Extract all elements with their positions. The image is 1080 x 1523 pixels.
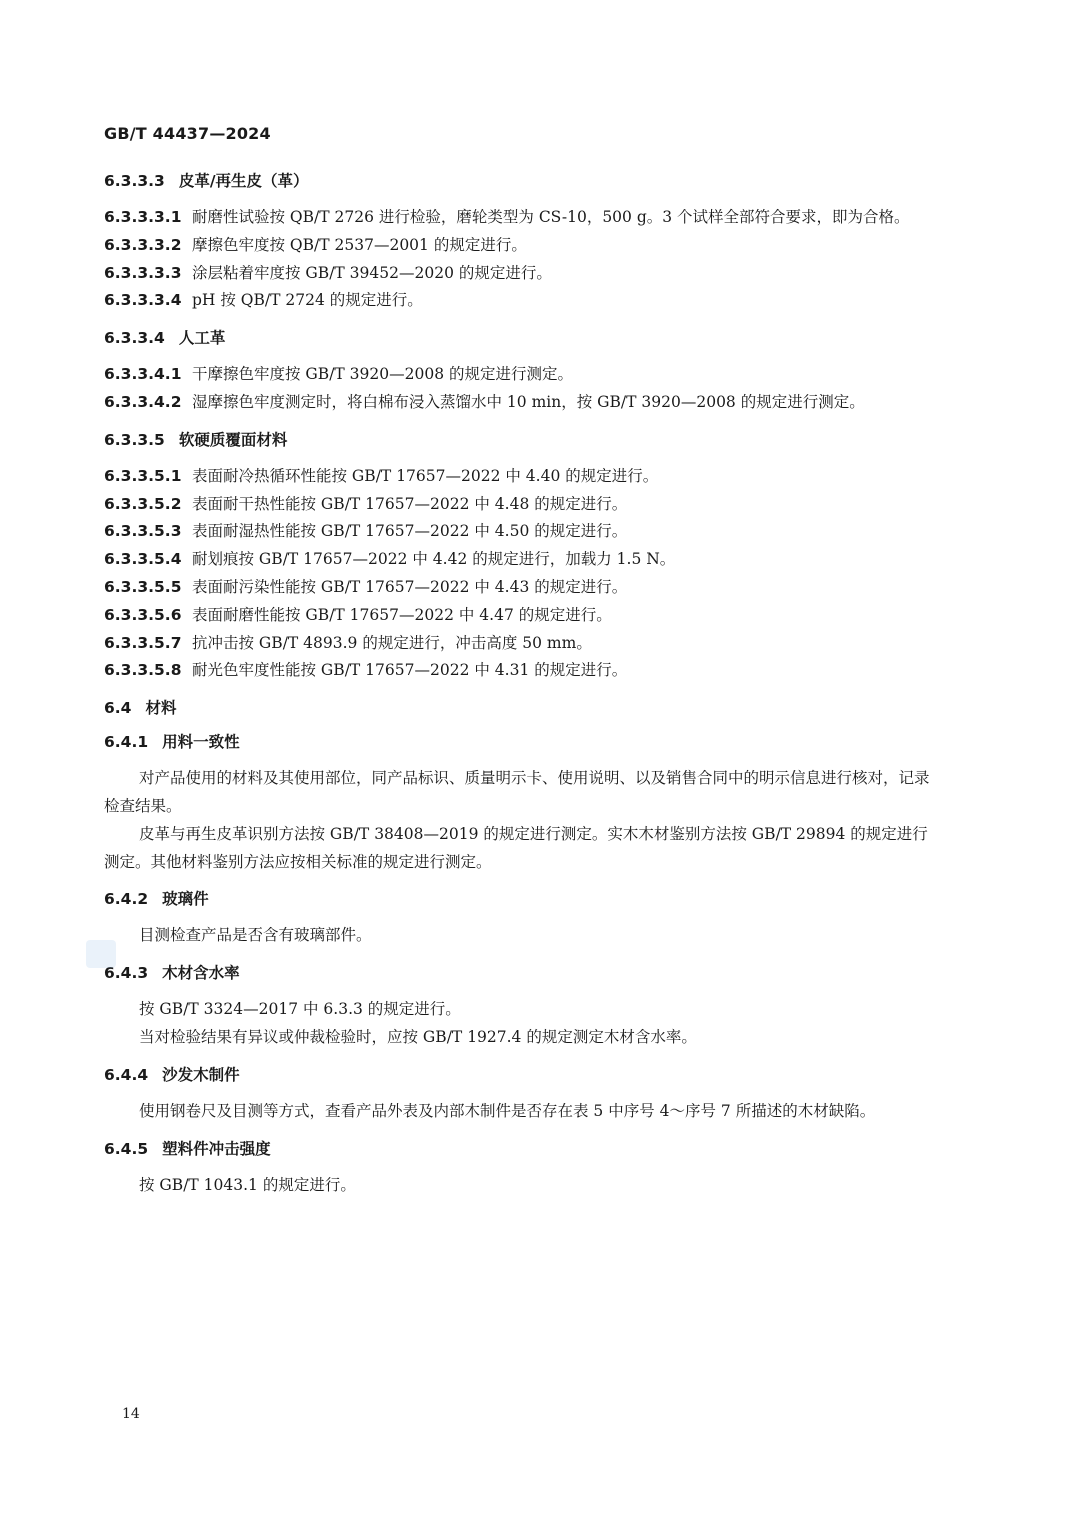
clause-text: 耐光色牢度性能按 GB/T 17657—2022 中 4.31 的规定进行。 <box>192 661 628 680</box>
section-number: 6.4.5 <box>104 1139 149 1158</box>
clause-text: 表面耐磨性能按 GB/T 17657—2022 中 4.47 的规定进行。 <box>192 605 612 624</box>
clause <box>104 287 942 315</box>
clause-text: 耐磨性试验按 QB/T 2726 进行检验，磨轮类型为 CS-10，500 g。3 个试样全部符合要求，即为合格。 <box>192 208 910 226</box>
clause <box>104 574 942 602</box>
clause-text: pH 按 QB/T 2724 的规定进行。 <box>192 291 423 310</box>
section-number: 6.4.2 <box>104 890 149 909</box>
document-id-header: GB/T 44437—2024 <box>104 124 271 143</box>
section-number: 6.4.3 <box>104 964 149 983</box>
section-number: 6.3.3.4 <box>104 329 165 348</box>
clause-number: 6.3.3.5.1 <box>104 466 182 485</box>
clause-text: 干摩擦色牢度按 GB/T 3920—2008 的规定进行测定。 <box>192 365 574 384</box>
clause-number: 6.3.3.5.6 <box>104 605 182 624</box>
section-number: 6.3.3.5 <box>104 430 165 449</box>
clause-number: 6.3.3.4.2 <box>104 392 182 411</box>
clause-number: 6.3.3.3.2 <box>104 235 182 254</box>
clause-text: 表面耐污染性能按 GB/T 17657—2022 中 4.43 的规定进行。 <box>192 577 628 596</box>
clause <box>104 361 942 389</box>
clause-text: 摩擦色牢度按 QB/T 2537—2001 的规定进行。 <box>192 235 527 254</box>
clause <box>104 204 942 232</box>
clause-number: 6.3.3.3.4 <box>104 291 182 310</box>
section-title: 皮革/再生皮（革） <box>178 172 309 190</box>
clause-text: 湿摩擦色牢度测定时，将白棉布浸入蒸馏水中 10 min，按 GB/T 3920—2008 的规定进行测定。 <box>192 392 865 411</box>
section-heading <box>104 962 942 984</box>
clause-text: 表面耐干热性能按 GB/T 17657—2022 中 4.48 的规定进行。 <box>192 494 628 513</box>
body-paragraph: 目测检查产品是否含有玻璃部件。 <box>139 926 372 945</box>
section-heading <box>104 888 942 910</box>
clause <box>104 630 942 658</box>
body-paragraph: 按 GB/T 1043.1 的规定进行。 <box>139 1175 356 1194</box>
clause-number: 6.3.3.5.7 <box>104 633 182 652</box>
section-number: 6.4.4 <box>104 1065 149 1084</box>
body-paragraph: 对产品使用的材料及其使用部位，同产品标识、质量明示卡、使用说明、以及销售合同中的明示信息进行核对，记录检查结果。 <box>104 769 930 815</box>
page-number: 14 <box>122 1406 140 1422</box>
section-number: 6.3.3.3 <box>104 172 165 190</box>
clause <box>104 518 942 546</box>
clause-number: 6.3.3.4.1 <box>104 365 182 384</box>
body-paragraph: 皮革与再生皮革识别方法按 GB/T 38408—2019 的规定进行测定。实木木材鉴别方法按 GB/T 29894 的规定进行测定。其他材料鉴别方法应按相关标准的规定进行测定。 <box>104 824 928 871</box>
body-paragraph: 按 GB/T 3324—2017 中 6.3.3 的规定进行。 <box>139 1000 461 1019</box>
section-title: 材料 <box>145 699 177 718</box>
section-title: 塑料件冲击强度 <box>162 1139 271 1158</box>
clause <box>104 260 942 288</box>
clause-number: 6.3.3.5.3 <box>104 522 182 541</box>
clause-number: 6.3.3.5.2 <box>104 494 182 513</box>
clause-number: 6.3.3.3.1 <box>104 208 182 226</box>
body-paragraph: 当对检验结果有异议或仲裁检验时，应按 GB/T 1927.4 的规定测定木材含水率。 <box>139 1027 697 1046</box>
section-heading <box>104 429 942 451</box>
clause-number: 6.3.3.5.5 <box>104 577 182 596</box>
clause <box>104 546 942 574</box>
clause-text: 表面耐湿热性能按 GB/T 17657—2022 中 4.50 的规定进行。 <box>192 522 628 541</box>
document-body <box>104 170 942 1199</box>
clause-text: 表面耐冷热循环性能按 GB/T 17657—2022 中 4.40 的规定进行。 <box>192 466 659 485</box>
section-title: 用料一致性 <box>162 733 240 752</box>
clause <box>104 389 942 417</box>
clause-number: 6.3.3.5.4 <box>104 550 182 569</box>
clause <box>104 602 942 630</box>
section-heading <box>104 697 942 719</box>
section-number: 6.4 <box>104 699 132 718</box>
section-heading <box>104 170 942 192</box>
faint-watermark-mark <box>86 940 116 968</box>
section-title: 玻璃件 <box>162 890 209 909</box>
section-title: 软硬质覆面材料 <box>178 430 288 449</box>
clause <box>104 232 942 260</box>
clause-number: 6.3.3.3.3 <box>104 263 182 282</box>
clause-text: 抗冲击按 GB/T 4893.9 的规定进行，冲击高度 50 mm。 <box>192 633 592 652</box>
clause-number: 6.3.3.5.8 <box>104 661 182 680</box>
section-heading <box>104 1138 942 1160</box>
section-title: 人工革 <box>178 329 226 348</box>
clause-text: 耐划痕按 GB/T 17657—2022 中 4.42 的规定进行，加载力 1.5 N。 <box>192 550 676 569</box>
section-title: 木材含水率 <box>162 964 240 983</box>
clause <box>104 463 942 491</box>
body-paragraph: 使用钢卷尺及目测等方式，查看产品外表及内部木制件是否存在表 5 中序号 4～序号 7 所描述的木材缺陷。 <box>139 1101 876 1120</box>
clause <box>104 491 942 519</box>
section-heading <box>104 327 942 349</box>
section-heading <box>104 1064 942 1086</box>
clause-text: 涂层粘着牢度按 GB/T 39452—2020 的规定进行。 <box>192 263 552 282</box>
section-title: 沙发木制件 <box>162 1065 240 1084</box>
section-heading <box>104 731 942 753</box>
clause <box>104 657 942 685</box>
section-number: 6.4.1 <box>104 733 149 752</box>
